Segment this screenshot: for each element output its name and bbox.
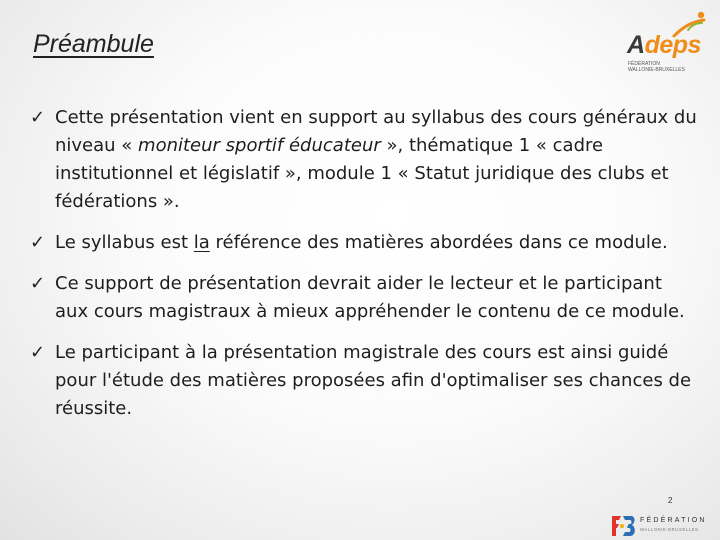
bullet-list [30, 104, 700, 436]
fwb-mark-icon [609, 514, 637, 538]
federation-wallonie-bruxelles-logo: FÉDÉRATION WALLONIE-BRUXELLES [609, 514, 714, 538]
underlined-word: la [193, 232, 210, 253]
adeps-tagline: FÉDÉRATION WALLONIE-BRUXELLES [628, 61, 685, 73]
adeps-logo [620, 10, 712, 72]
adeps-wordmark: Adeps [627, 31, 701, 59]
checkmark-icon: ✓ [30, 342, 46, 363]
bullet-item: ✓ Ce support de présentation devrait aider le lecteur et le participant aux cours magistraux à mieux appréhender le contenu de ce module. [30, 270, 700, 326]
bullet-item: ✓ Cette présentation vient en support au syllabus des cours généraux du niveau « moniteur sportif éducateur », thématique 1 « cadre institutionnel et législatif », module 1 « Statut juridique des clubs et fédérations ». [30, 104, 700, 216]
checkmark-icon: ✓ [30, 107, 46, 128]
page-number: 2 [668, 496, 673, 505]
slide-title: Préambule [33, 30, 154, 58]
bullet-item: ✓ Le syllabus est la référence des matières abordées dans ce module. [30, 229, 700, 257]
bullet-item: ✓ Le participant à la présentation magistrale des cours est ainsi guidé pour l'étude des matières proposées afin d'optimaliser ses chances de réussite. [30, 339, 700, 423]
italic-term: moniteur sportif éducateur [138, 135, 381, 156]
checkmark-icon: ✓ [30, 273, 46, 294]
checkmark-icon: ✓ [30, 232, 46, 253]
